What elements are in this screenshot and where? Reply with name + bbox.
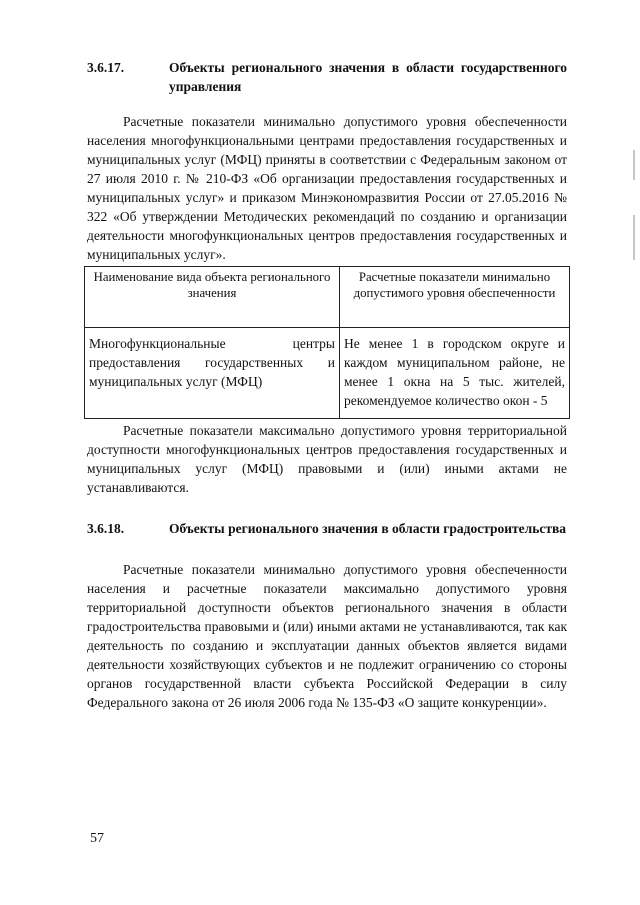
- section-number: 3.6.18.: [87, 521, 125, 536]
- table-cell-value: Не менее 1 в городском округе и каждом муниципальном районе, не менее 1 окна на 5 тыс. жителей, рекомендуемое количество окон - 5: [340, 328, 570, 419]
- section-number: 3.6.17.: [87, 60, 125, 75]
- indicators-table: [84, 266, 570, 419]
- table-header-indicators: Расчетные показатели минимально допустимого уровня обеспеченности: [340, 267, 570, 328]
- paragraph: Расчетные показатели минимально допустимого уровня обеспеченности населения многофункциональными центрами предоставления государственных и муниципальных услуг (МФЦ) приняты в соответствии с Федеральным законом от 27 июля 2010 г. № 210-ФЗ «Об организации предоставления государственных и муниципальных услуг» и приказом Минэкономразвития России от 27.05.2016 № 322 «Об утверждении Методических рекомендаций по созданию и организации деятельности многофункциональных центров предоставления государственных и муниципальных услуг».: [87, 114, 567, 262]
- section-heading-3-6-18: [87, 519, 567, 538]
- scan-edge-mark: [633, 150, 635, 180]
- scan-edge-mark: [633, 215, 635, 260]
- section-title: Объекты регионального значения в области градостроительства: [169, 521, 567, 536]
- section-heading-3-6-17: [87, 58, 567, 96]
- page-number: 57: [90, 831, 104, 846]
- table-header-name: Наименование вида объекта регионального значения: [85, 267, 340, 328]
- paragraph: Расчетные показатели минимально допустимого уровня обеспеченности населения и расчетные показатели максимально допустимого уровня территориальной доступности объектов регионального значения в области градостроительства правовыми и (или) иными актами не устанавливаются, так как деятельность по созданию и эксплуатации данных объектов является видами деятельности хозяйствующих субъектов и не подлежит ограничению со стороны органов государственной власти субъекта Российской Федерации в силу Федерального закона от 26 июля 2006 года № 135-ФЗ «О защите конкуренции».: [87, 562, 567, 710]
- table-row: [85, 328, 570, 419]
- table-cell-name: Многофункциональные центры предоставления государственных и муниципальных услуг (МФЦ): [85, 328, 340, 419]
- table-header-row: [85, 267, 570, 328]
- section-title: Объекты регионального значения в области государственного управления: [169, 60, 567, 94]
- paragraph: Расчетные показатели максимально допустимого уровня территориальной доступности многофункциональных центров предоставления государственных и муниципальных услуг (МФЦ) правовыми и (или) иными актами не устанавливаются.: [87, 423, 567, 495]
- page-content: [87, 58, 567, 712]
